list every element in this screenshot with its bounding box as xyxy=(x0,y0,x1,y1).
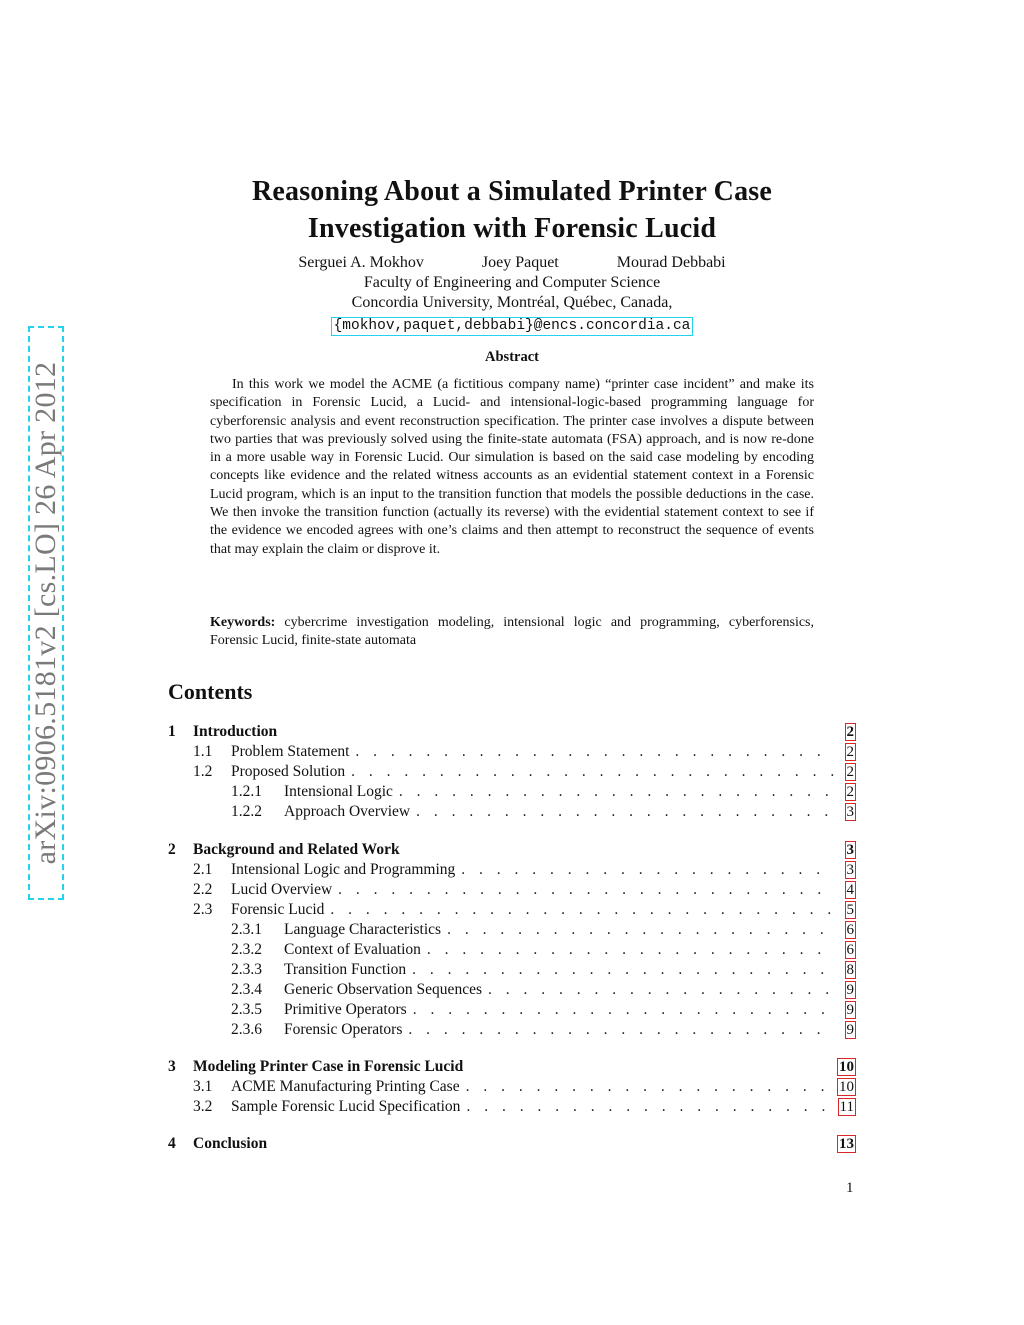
toc-number: 2.3.4 xyxy=(231,981,262,998)
toc-leader-dots xyxy=(355,742,834,762)
toc-title: Context of Evaluation xyxy=(284,941,421,958)
title-line-1: Reasoning About a Simulated Printer Case xyxy=(251,176,773,207)
toc-leader-dots xyxy=(416,802,834,822)
toc-title: Primitive Operators xyxy=(284,1001,407,1018)
toc-subsubsection[interactable] xyxy=(168,980,856,1000)
toc-subsubsection[interactable] xyxy=(168,940,856,960)
title-line-2: Investigation with Forensic Lucid xyxy=(307,213,717,244)
toc-number: 3.1 xyxy=(193,1078,213,1095)
toc-page-link[interactable]: 13 xyxy=(839,1136,854,1152)
toc-number: 2.3.1 xyxy=(231,921,262,938)
toc-number: 4 xyxy=(168,1135,176,1152)
toc-subsection[interactable] xyxy=(168,1097,856,1117)
contents-heading: Contents xyxy=(168,679,253,704)
keywords-text: cybercrime investigation modeling, intensional logic and programming, cyberforensics, Forensic Lucid, finite-state automata xyxy=(210,615,814,649)
toc-subsubsection[interactable] xyxy=(168,1020,856,1040)
toc-section-modeling[interactable] xyxy=(168,1057,856,1077)
toc-page-link[interactable]: 2 xyxy=(846,744,854,760)
toc-number: 1 xyxy=(168,723,176,740)
toc-number: 2.3.5 xyxy=(231,1001,262,1018)
toc-leader-dots xyxy=(413,1000,835,1020)
abstract-heading: Abstract xyxy=(485,349,539,365)
toc-leader-dots xyxy=(330,900,834,920)
toc-number: 2.1 xyxy=(193,861,213,878)
toc-title: Language Characteristics xyxy=(284,921,442,938)
toc-leader-dots xyxy=(466,1097,827,1117)
author-list xyxy=(0,253,1024,273)
paper-title xyxy=(0,173,1024,247)
toc-title: Intensional Logic and Programming xyxy=(231,861,456,878)
toc-subsection[interactable] xyxy=(168,860,856,880)
toc-page-link[interactable]: 10 xyxy=(839,1059,854,1075)
email-line xyxy=(0,314,1024,336)
toc-page-link[interactable]: 10 xyxy=(839,1079,854,1095)
toc-title: Introduction xyxy=(193,723,278,740)
toc-number: 3 xyxy=(168,1058,176,1075)
toc-page-link[interactable]: 11 xyxy=(839,1099,854,1115)
toc-section-conclusion[interactable] xyxy=(168,1134,856,1154)
toc-title: Background and Related Work xyxy=(193,841,400,858)
toc-title: Generic Observation Sequences xyxy=(284,981,482,998)
toc-number: 2.3 xyxy=(193,901,213,918)
toc-number: 3.2 xyxy=(193,1098,213,1115)
toc-subsubsection[interactable] xyxy=(168,920,856,940)
toc-page-link[interactable]: 3 xyxy=(846,862,854,878)
toc-number: 2.3.2 xyxy=(231,941,262,958)
toc-title: Intensional Logic xyxy=(284,783,393,800)
toc-leader-dots xyxy=(466,1077,827,1097)
toc-title: Approach Overview xyxy=(284,803,411,820)
author-name: Mourad Debbabi xyxy=(616,254,726,271)
author-name: Serguei A. Mokhov xyxy=(298,254,424,271)
toc-title: Modeling Printer Case in Forensic Lucid xyxy=(193,1058,464,1075)
toc-title: Conclusion xyxy=(193,1135,268,1152)
toc-number: 2 xyxy=(168,841,176,858)
toc-leader-dots xyxy=(338,880,834,900)
toc-leader-dots xyxy=(427,940,835,960)
arxiv-identifier-text: arXiv:0906.5181v2 [cs.LO] 26 Apr 2012 xyxy=(29,361,62,865)
toc-number: 1.2 xyxy=(193,763,213,780)
toc-leader-dots xyxy=(351,762,834,782)
toc-section-introduction[interactable] xyxy=(168,722,856,742)
toc-page-link[interactable]: 8 xyxy=(846,962,854,978)
page-number: 1 xyxy=(846,1180,854,1196)
toc-subsection[interactable] xyxy=(168,880,856,900)
toc-page-link[interactable]: 6 xyxy=(846,922,854,938)
toc-page-link[interactable]: 9 xyxy=(846,1002,854,1018)
toc-title: Lucid Overview xyxy=(231,881,333,898)
toc-page-link[interactable]: 2 xyxy=(846,764,854,780)
toc-leader-dots xyxy=(408,1020,834,1040)
toc-page-link[interactable]: 5 xyxy=(846,902,854,918)
keywords xyxy=(210,614,814,651)
toc-number: 1.1 xyxy=(193,743,213,760)
toc-leader-dots xyxy=(399,782,835,802)
toc-subsubsection[interactable] xyxy=(168,782,856,802)
toc-title: Transition Function xyxy=(284,961,407,978)
toc-title: Sample Forensic Lucid Specification xyxy=(231,1098,461,1115)
toc-section-background[interactable] xyxy=(168,840,856,860)
toc-subsection[interactable] xyxy=(168,900,856,920)
toc-number: 2.3.6 xyxy=(231,1021,262,1038)
keywords-label: Keywords: xyxy=(210,615,276,630)
toc-leader-dots xyxy=(447,920,834,940)
arxiv-identifier-stamp[interactable] xyxy=(28,326,64,900)
toc-subsubsection[interactable] xyxy=(168,960,856,980)
toc-page-link[interactable]: 2 xyxy=(846,724,854,740)
toc-subsubsection[interactable] xyxy=(168,802,856,822)
affiliation-line-2: Concordia University, Montréal, Québec, Canada, xyxy=(351,294,673,311)
toc-title: Forensic Operators xyxy=(284,1021,403,1038)
toc-number: 2.2 xyxy=(193,881,213,898)
toc-title: Forensic Lucid xyxy=(231,901,325,918)
toc-leader-dots xyxy=(488,980,835,1000)
toc-page-link[interactable]: 2 xyxy=(846,784,854,800)
author-name: Joey Paquet xyxy=(481,254,559,271)
toc-subsubsection[interactable] xyxy=(168,1000,856,1020)
toc-subsection[interactable] xyxy=(168,742,856,762)
toc-page-link[interactable]: 6 xyxy=(846,942,854,958)
toc-page-link[interactable]: 9 xyxy=(846,1022,854,1038)
toc-number: 1.2.1 xyxy=(231,783,262,800)
toc-title: Proposed Solution xyxy=(231,763,346,780)
toc-title: Problem Statement xyxy=(231,743,350,760)
toc-number: 1.2.2 xyxy=(231,803,262,820)
abstract-text: In this work we model the ACME (a fictitious company name) “printer case incident” and make its specification in Forensic Lucid, a Lucid- and intensional-logic-based programming language for cyberforensic analysis and event reconstruction specification. The printer case involves a dispute between two parties that was previously solved using the finite-state automata (FSA) approach, and is now re-done in a more usable way in Forensic Lucid. Our simulation is based on the said case modeling by encoding concepts like evidence and the related witness accounts as an evidential statement context in a Forensic Lucid program, which is an input to the transition function that models the possible deductions in the case. We then invoke the transition function (actually its reverse) with the evidential statement context to see if the evidence we encoded agrees with one’s claims and then attempt to reconstruct the sequence of events that may explain the claim or disprove it. xyxy=(210,377,814,557)
toc-page-link[interactable]: 9 xyxy=(846,982,854,998)
toc-page-link[interactable]: 3 xyxy=(846,804,854,820)
toc-number: 2.3.3 xyxy=(231,961,262,978)
toc-page-link[interactable]: 3 xyxy=(846,842,854,858)
toc-subsection[interactable] xyxy=(168,762,856,782)
affiliation-line-1: Faculty of Engineering and Computer Science xyxy=(363,274,661,291)
toc-leader-dots xyxy=(461,860,834,880)
toc-subsection[interactable] xyxy=(168,1077,856,1097)
toc-leader-dots xyxy=(412,960,834,980)
toc-title: ACME Manufacturing Printing Case xyxy=(231,1078,460,1095)
toc-page-link[interactable]: 4 xyxy=(846,882,854,898)
email-link[interactable]: {mokhov,paquet,debbabi}@encs.concordia.ca xyxy=(331,317,694,336)
